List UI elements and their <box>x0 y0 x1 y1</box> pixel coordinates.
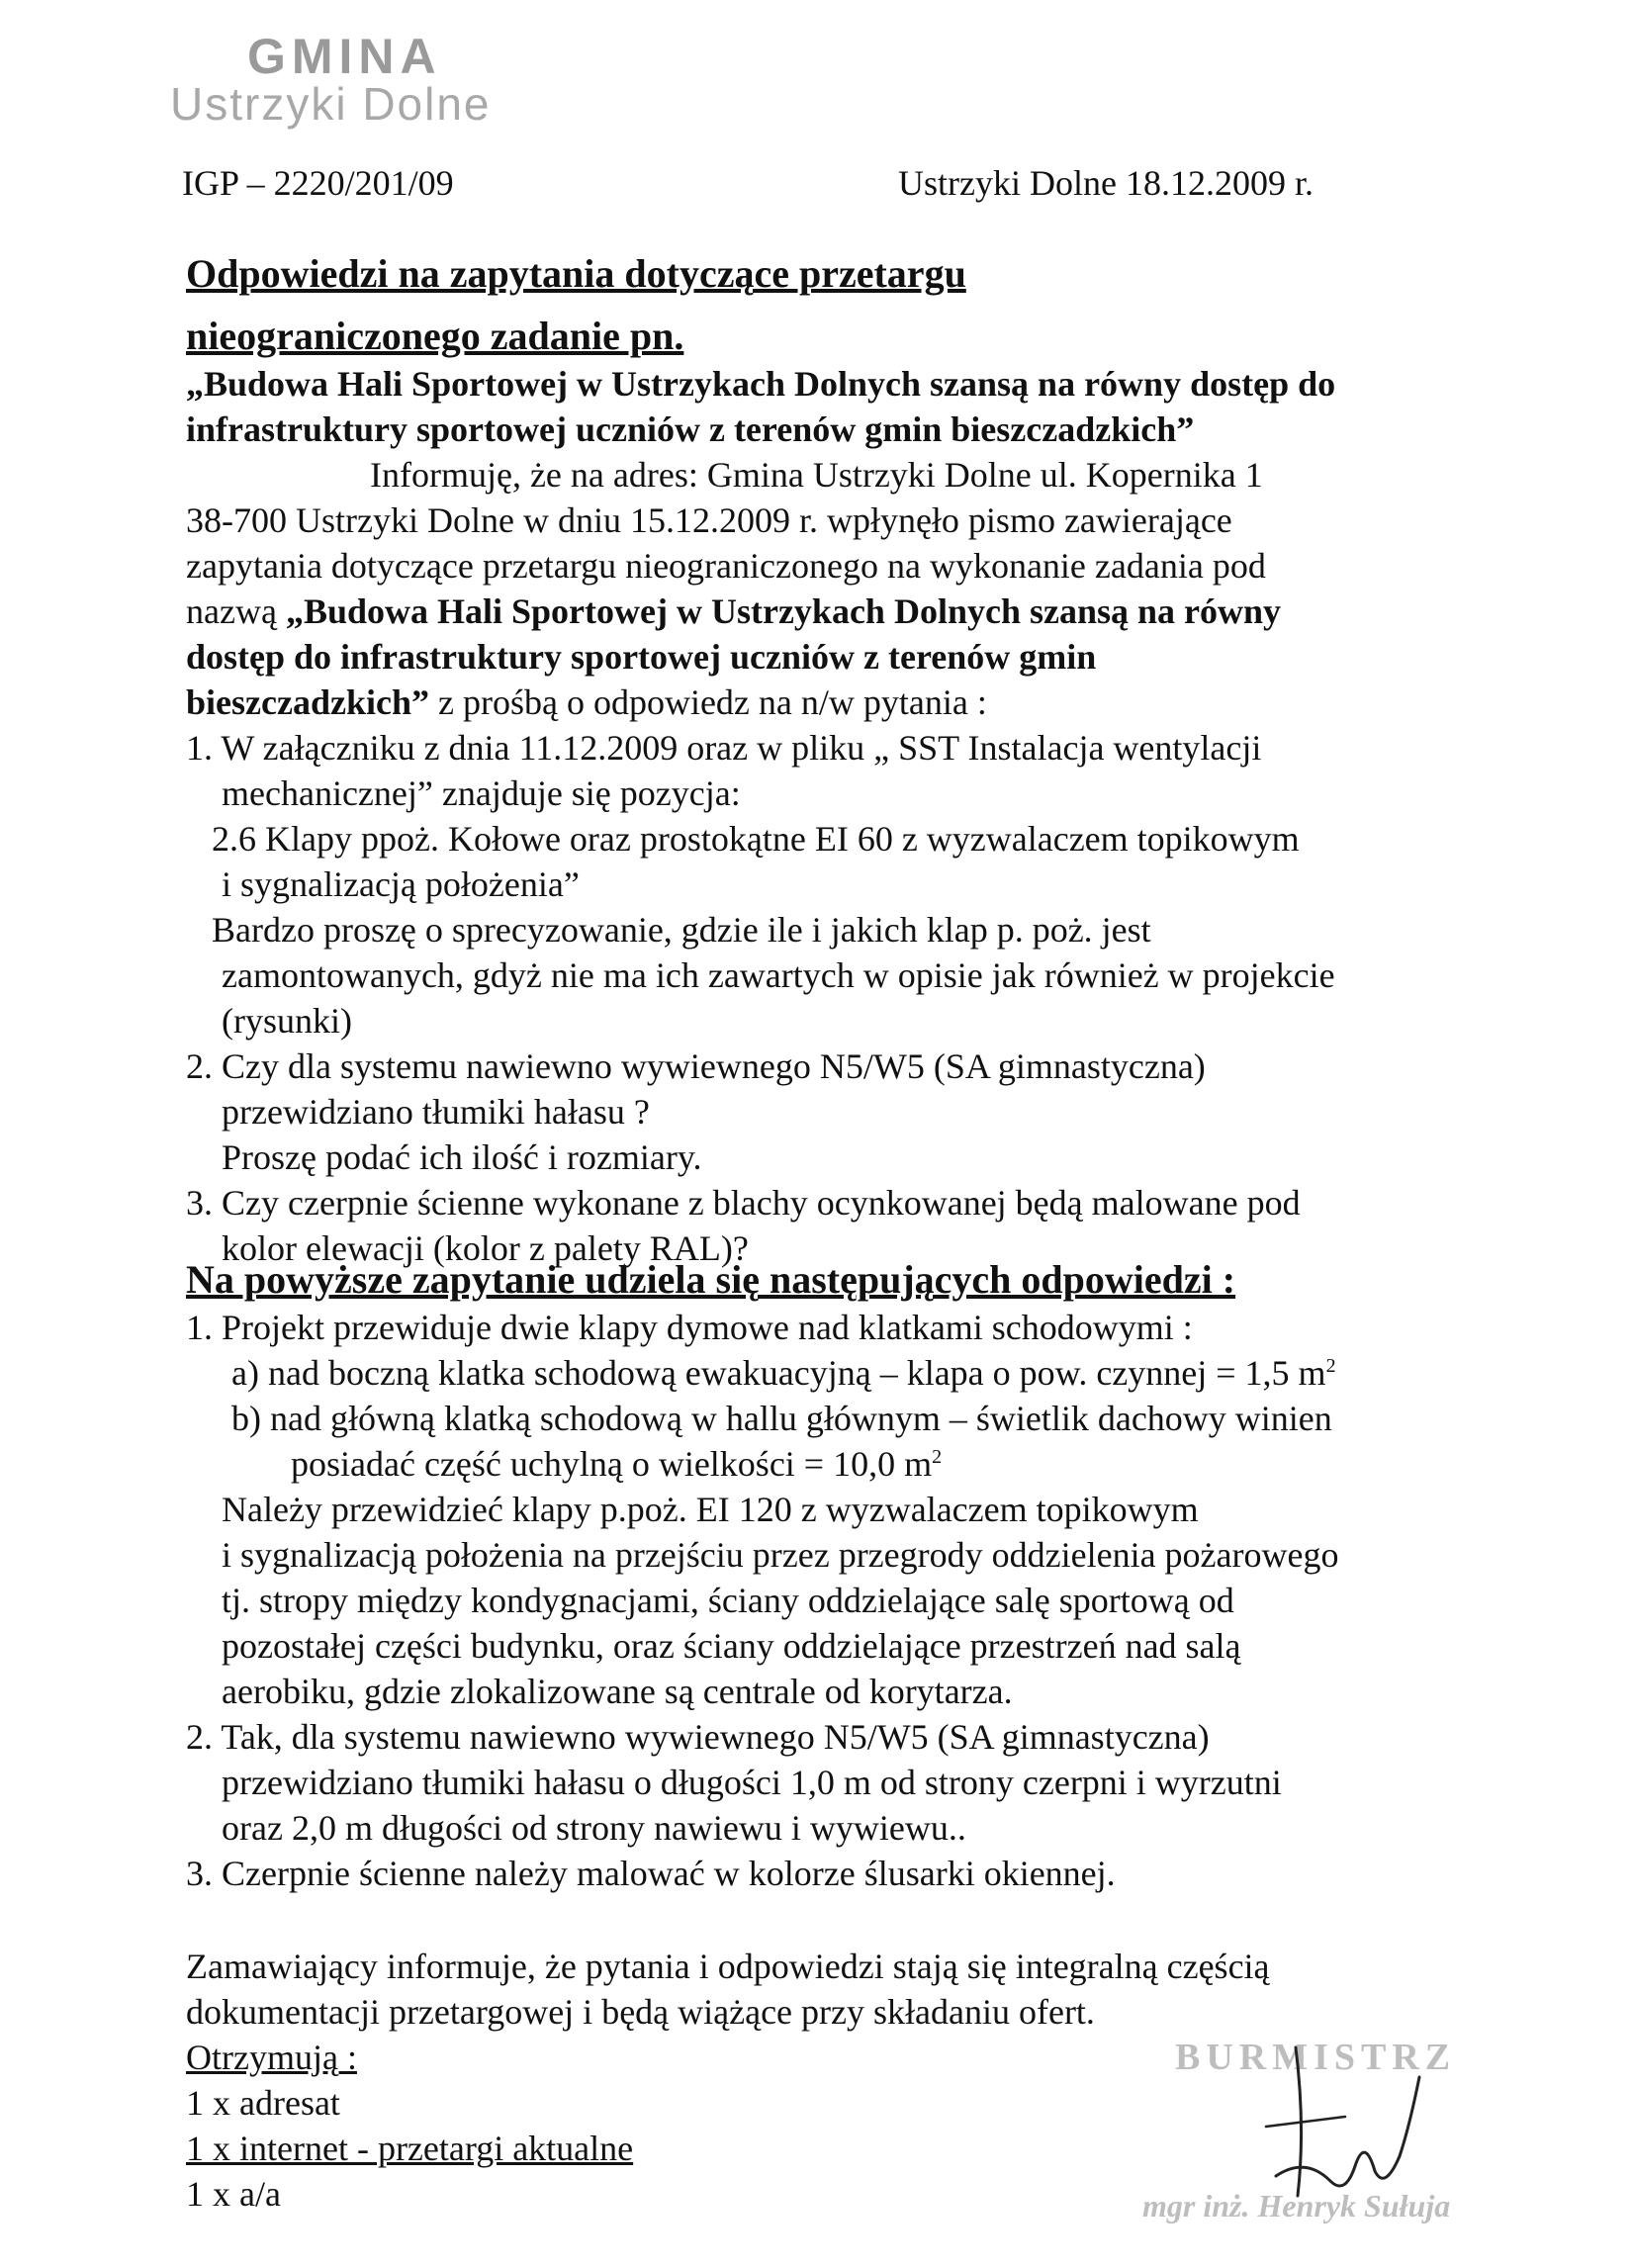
answer-2: 2. Tak, dla systemu nawiewno wywiewnego N5/W5 (SA gimnastyczna) <box>186 1717 1210 1757</box>
intro-line: dostęp do infrastruktury sportowej uczniów z terenów gmin <box>186 637 1097 677</box>
question-2: Proszę podać ich ilość i rozmiary. <box>222 1137 702 1177</box>
answer-text: posiadać część uchylną o wielkości = 10,0 m <box>291 1444 933 1484</box>
recipient-item: 1 x a/a <box>186 2174 281 2214</box>
question-1: 1. W załączniku z dnia 11.12.2009 oraz w pliku „ SST Instalacja wentylacji <box>186 728 1262 768</box>
mayor-stamp-title: BURMISTRZ <box>1175 2037 1457 2078</box>
project-name-line1: „Budowa Hali Sportowej w Ustrzykach Dolnych szansą na równy dostęp do <box>186 364 1336 404</box>
reference-number: IGP – 2220/201/09 <box>182 163 454 203</box>
intro-line: zapytania dotyczące przetargu nieograniczonego na wykonanie zadania pod <box>186 546 1266 586</box>
project-name-line2: infrastruktury sportowej uczniów z terenów gmin bieszczadzkich” <box>186 409 1195 449</box>
recipient-item: 1 x internet - przetargi aktualne <box>186 2129 634 2168</box>
stamp-gmina: GMINA <box>247 29 442 84</box>
answers-heading: Na powyższe zapytanie udziela się następujących odpowiedzi : <box>186 1257 1236 1302</box>
project-name-inline: „Budowa Hali Sportowej w Ustrzykach Dolnych szansą na równy <box>285 591 1282 631</box>
question-1: (rysunki) <box>222 1001 352 1041</box>
recipients-heading: Otrzymują : <box>186 2038 357 2077</box>
question-1: 2.6 Klapy ppoż. Kołowe oraz prostokątne EI 60 z wyzwalaczem topikowym <box>212 819 1300 859</box>
question-2: 2. Czy dla systemu nawiewno wywiewnego N5/W5 (SA gimnastyczna) <box>186 1046 1206 1086</box>
intro-line <box>186 680 987 724</box>
answer-1: b) nad główną klatką schodową w hallu głównym – świetlik dachowy winien <box>231 1399 1332 1438</box>
question-1: i sygnalizacją położenia” <box>222 864 580 904</box>
answer-2: przewidziano tłumiki hałasu o długości 1,0 m od strony czerpni i wyrzutni <box>222 1763 1282 1802</box>
question-3: kolor elewacji (kolor z palety RAL)? <box>222 1228 749 1268</box>
document-title-line2: nieograniczonego zadanie pn. <box>186 314 684 358</box>
answer-1: Należy przewidzieć klapy p.poż. EI 120 z wyzwalaczem topikowym <box>222 1490 1199 1529</box>
question-1: zamontowanych, gdyż nie ma ich zawartych w opisie jak również w projekcie <box>222 955 1335 995</box>
answer-1: tj. stropy między kondygnacjami, ściany oddzielające salę sportową od <box>222 1581 1234 1620</box>
answer-1 <box>231 1351 1336 1395</box>
intro-text: nazwą <box>186 591 286 631</box>
answer-text: a) nad boczną klatka schodową ewakuacyjną – klapa o pow. czynnej = 1,5 m <box>231 1353 1326 1393</box>
intro-text: z prośbą o odpowiedz na n/w pytania : <box>428 682 987 722</box>
answer-1: i sygnalizacją położenia na przejściu przez przegrody oddzielenia pożarowego <box>222 1535 1339 1575</box>
intro-line: Informuję, że na adres: Gmina Ustrzyki Dolne ul. Kopernika 1 <box>370 455 1263 495</box>
document-title: Odpowiedzi na zapytania dotyczące przetargu <box>186 251 966 296</box>
question-1: Bardzo proszę o sprecyzowanie, gdzie ile i jakich klap p. poż. jest <box>212 910 1151 950</box>
answer-1: pozostałej części budynku, oraz ściany oddzielające przestrzeń nad salą <box>222 1626 1241 1666</box>
superscript: 2 <box>1325 1355 1336 1377</box>
answer-3: 3. Czerpnie ścienne należy malować w kolorze ślusarki okiennej. <box>186 1854 1116 1893</box>
question-2: przewidziano tłumiki hałasu ? <box>222 1092 650 1132</box>
recipient-item: 1 x adresat <box>186 2083 340 2123</box>
stamp-municipality: Ustrzyki Dolne <box>170 78 492 130</box>
superscript: 2 <box>932 1446 943 1468</box>
document-date: Ustrzyki Dolne 18.12.2009 r. <box>898 163 1314 203</box>
mayor-stamp-name: mgr inż. Henryk Sułuja <box>1142 2188 1451 2223</box>
handwritten-signature-icon <box>1236 2008 1434 2216</box>
intro-line: 38-700 Ustrzyki Dolne w dniu 15.12.2009 r. wpłynęło pismo zawierające <box>186 500 1232 540</box>
answer-1: aerobiku, gdzie zlokalizowane są centrale od korytarza. <box>222 1672 1013 1711</box>
closing-line: dokumentacji przetargowej i będą wiążące przy składaniu ofert. <box>186 1992 1095 2032</box>
intro-line <box>186 590 1281 633</box>
answer-1 <box>291 1442 942 1486</box>
answer-1: 1. Projekt przewiduje dwie klapy dymowe nad klatkami schodowymi : <box>186 1308 1193 1347</box>
closing-line: Zamawiający informuje, że pytania i odpowiedzi stają się integralną częścią <box>186 1947 1270 1986</box>
question-3: 3. Czy czerpnie ścienne wykonane z blachy ocynkowanej będą malowane pod <box>186 1183 1301 1223</box>
question-1: mechanicznej” znajduje się pozycja: <box>222 773 741 813</box>
answer-2: oraz 2,0 m długości od strony nawiewu i wywiewu.. <box>222 1808 966 1848</box>
project-name-inline: bieszczadzkich” <box>186 682 429 722</box>
